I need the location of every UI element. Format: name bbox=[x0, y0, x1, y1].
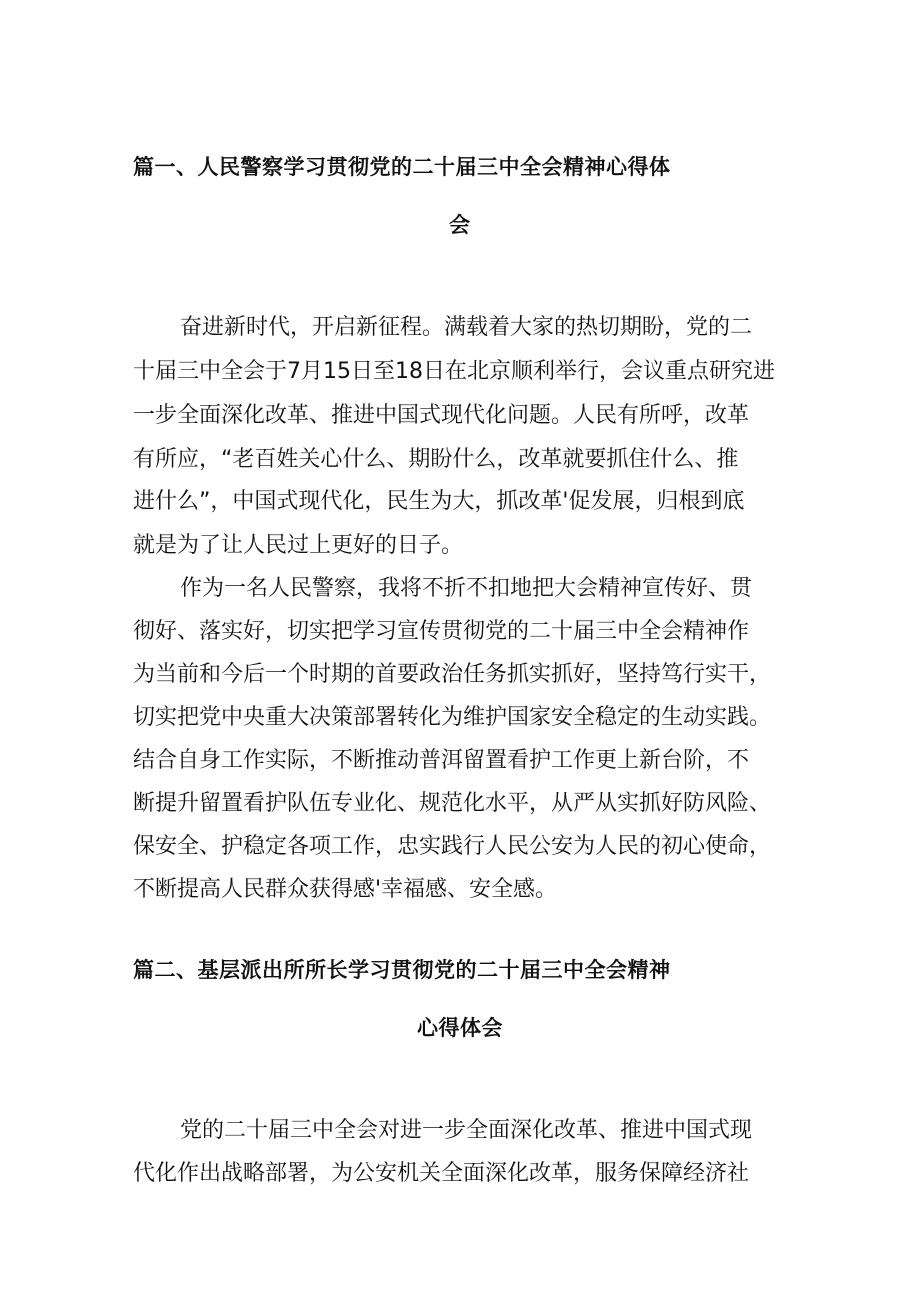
section1-heading-line2: 会 bbox=[449, 213, 471, 237]
section1-para1-line2: 十届三中全会于7月15日至18日在北京顺利举行，会议重点研究进 bbox=[133, 359, 775, 384]
section1-para2-line4: 切实把党中央重大决策部署转化为维护国家安全稳定的生动实践。 bbox=[133, 705, 772, 730]
section1-para1-line3: 一步全面深化改革、推进中国式现代化问题。人民有所呼，改革 bbox=[133, 403, 750, 428]
section1-para2-line8: 不断提高人民群众获得感'幸福感、安全感。 bbox=[133, 877, 558, 902]
section1-para2-line5: 结合自身工作实际，不断推动普洱留置看护工作更上新台阶，不 bbox=[133, 748, 750, 773]
section1-para1-line5: 进什么”，中国式现代化，民生为大，抓改革'促发展，归根到底 bbox=[133, 489, 745, 514]
section1-para1-line1: 奋进新时代，开启新征程。满载着大家的热切期盼，党的二 bbox=[180, 315, 753, 340]
section1-para1-line6: 就是为了让人民过上更好的日子。 bbox=[133, 533, 464, 558]
section1-para2-line1: 作为一名人民警察，我将不折不扣地把大会精神宣传好、贯 bbox=[180, 576, 753, 601]
section2-heading-line1: 篇二、基层派出所所长学习贯彻党的二十届三中全会精神 bbox=[133, 958, 671, 982]
section1-heading-line1: 篇一、人民警察学习贯彻党的二十届三中全会精神心得体 bbox=[133, 155, 671, 179]
section1-para2-line7: 保安全、护稳定各项工作，忠实践行人民公安为人民的初心使命， bbox=[133, 834, 772, 859]
section1-para2-line6: 断提升留置看护队伍专业化、规范化水平，从严从实抓好防风险、 bbox=[133, 791, 772, 816]
section2-para1-line1: 党的二十届三中全会对进一步全面深化改革、推进中国式现 bbox=[180, 1118, 753, 1143]
section1-para2-line3: 为当前和今后一个时期的首要政治任务抓实抓好，坚持笃行实干， bbox=[133, 662, 772, 687]
section1-para2-line2: 彻好、落实好，切实把学习宣传贯彻党的二十届三中全会精神作 bbox=[133, 619, 750, 644]
section1-para1-line4: 有所应，“老百姓关心什么、期盼什么，改革就要抓住什么、推 bbox=[133, 447, 739, 472]
section2-para1-line2: 代化作出战略部署，为公安机关全面深化改革，服务保障经济社 bbox=[133, 1161, 750, 1186]
section2-heading-line2: 心得体会 bbox=[417, 1016, 503, 1040]
